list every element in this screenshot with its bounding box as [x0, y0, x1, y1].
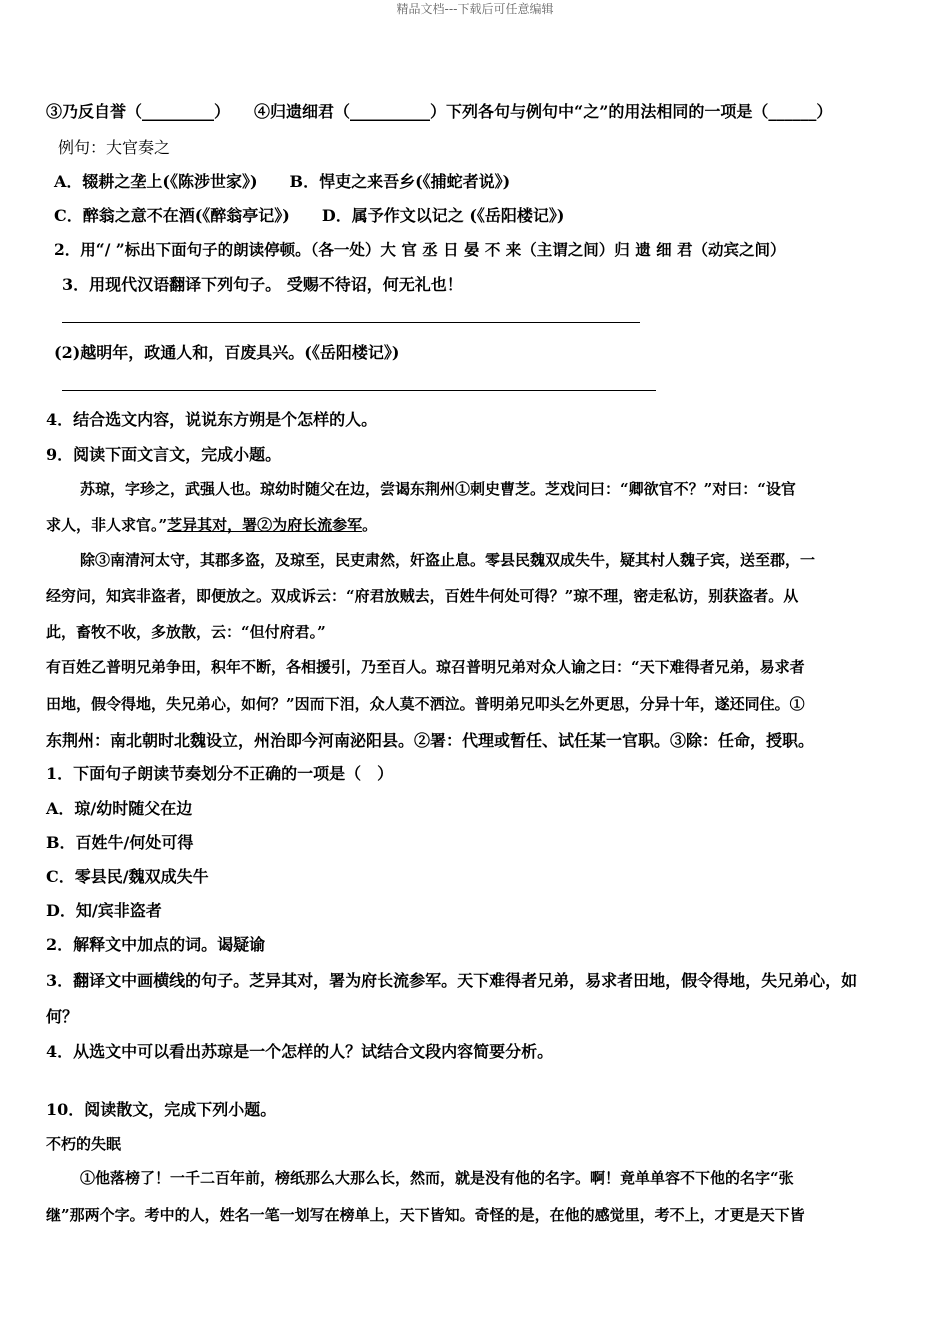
essay-title: 不朽的失眠 [46, 1135, 122, 1153]
subquestion-1: 1．下面句子朗读节奏划分不正确的一项是（ ） [46, 764, 394, 783]
answer-line-2 [62, 390, 656, 391]
subquestion-2: 2．解释文中加点的词。谒疑谕 [46, 935, 266, 954]
subquestion-1-option-d: D．知/宾非盗者 [46, 901, 162, 920]
answer-line-1 [62, 322, 640, 323]
passage-p2-line1: 除③南清河太守，其郡多盗，及琼至，民吏肃然，奸盗止息。零县民魏双成失牛，疑其村人魏子宾，送至郡，一 [80, 551, 816, 569]
passage-p3-line2: 田地，假令得地，失兄弟心，如何？”因而下泪，众人莫不洒泣。普明弟兄叩头乞外更思，分异十年，遂还同住。① [46, 695, 805, 713]
line-question-4: 4．结合选文内容，说说东方朔是个怎样的人。 [46, 410, 378, 429]
essay-p1-line2: 继”那两个字。考中的人，姓名一笔一划写在榜单上，天下皆知。奇怪的是，在他的感觉里，考不上，才更是天下皆 [46, 1206, 805, 1224]
passage-p2-line3: 此，畜牧不收，多放散，云：“但付府君。” [46, 623, 326, 641]
line-question-2: 2．用“/ ”标出下面句子的朗读停顿。（各一处）大 官 丞 日 晏 不 来（主谓之间）归 遗 细 君（动宾之间） [54, 240, 786, 259]
line-question-3: 3．用现代汉语翻译下列句子。 受赐不待诏，何无礼也！ [62, 275, 463, 294]
passage-p1-line2-end: 。 [362, 516, 378, 534]
line-options-ab: A．辍耕之垄上(《陈涉世家》) B．悍吏之来吾乡(《捕蛇者说》) [54, 172, 511, 191]
underlined-sentence: 芝异其对，署②为府长流参军 [167, 516, 363, 534]
passage-p1-line1: 苏琼，字珍之，武强人也。琼幼时随父在边，尝谒东荆州①刺史曹芝。芝戏问曰：“卿欲官不？”对曰：“设官 [80, 480, 796, 498]
subquestion-3-line1: 3．翻译文中画横线的句子。芝异其对，署为府长流参军。天下难得者兄弟，易求者田地，假令得地，失兄弟心，如 [46, 971, 858, 990]
subquestion-1-option-b: B．百姓牛/何处可得 [46, 833, 194, 852]
line-options-cd: C．醉翁之意不在酒(《醉翁亭记》) D．属予作文以记之 (《岳阳楼记》) [54, 206, 565, 225]
line-example: 例句：大官奏之 [58, 138, 171, 157]
line-q-options: ③乃反自誉（_________） ④归遗细君（__________）下列各句与例句中“之”的用法相同的一项是（______） [46, 102, 833, 121]
passage-p3-line1: 有百姓乙普明兄弟争田，积年不断，各相援引，乃至百人。琼召普明兄弟对众人谕之曰：“天下难得者兄弟，易求者 [46, 658, 805, 676]
line-question-10: 10．阅读散文，完成下列小题。 [46, 1100, 277, 1119]
page-header: 精品文档---下载后可任意编辑 [396, 2, 554, 16]
line-question-9: 9．阅读下面文言文，完成小题。 [46, 445, 282, 464]
subquestion-1-option-a: A．琼/幼时随父在边 [46, 799, 193, 818]
subquestion-3-line2: 何？ [46, 1007, 79, 1026]
subquestion-4: 4．从选文中可以看出苏琼是一个怎样的人？试结合文段内容简要分析。 [46, 1042, 554, 1061]
passage-p1-line2-start: 求人，非人求官。” [46, 516, 168, 534]
essay-p1-line1: ①他落榜了！一千二百年前，榜纸那么大那么长，然而，就是没有他的名字。啊！竟单单容不下他的名字“张 [80, 1169, 794, 1187]
line-question-3-2: (2)越明年，政通人和，百废具兴。(《岳阳楼记》) [54, 343, 400, 362]
passage-notes: 东荆州：南北朝时北魏设立，州治即今河南泌阳县。②署：代理或暂任、试任某一官职。③除：任命，授职。 [46, 731, 815, 750]
subquestion-1-option-c: C．零县民/魏双成失牛 [46, 867, 209, 886]
passage-p1-line2 [46, 515, 904, 535]
passage-p2-line2: 经穷问，知宾非盗者，即便放之。双成诉云：“府君放贼去，百姓牛何处可得？”琼不理，密走私访，别获盗者。从 [46, 587, 799, 605]
